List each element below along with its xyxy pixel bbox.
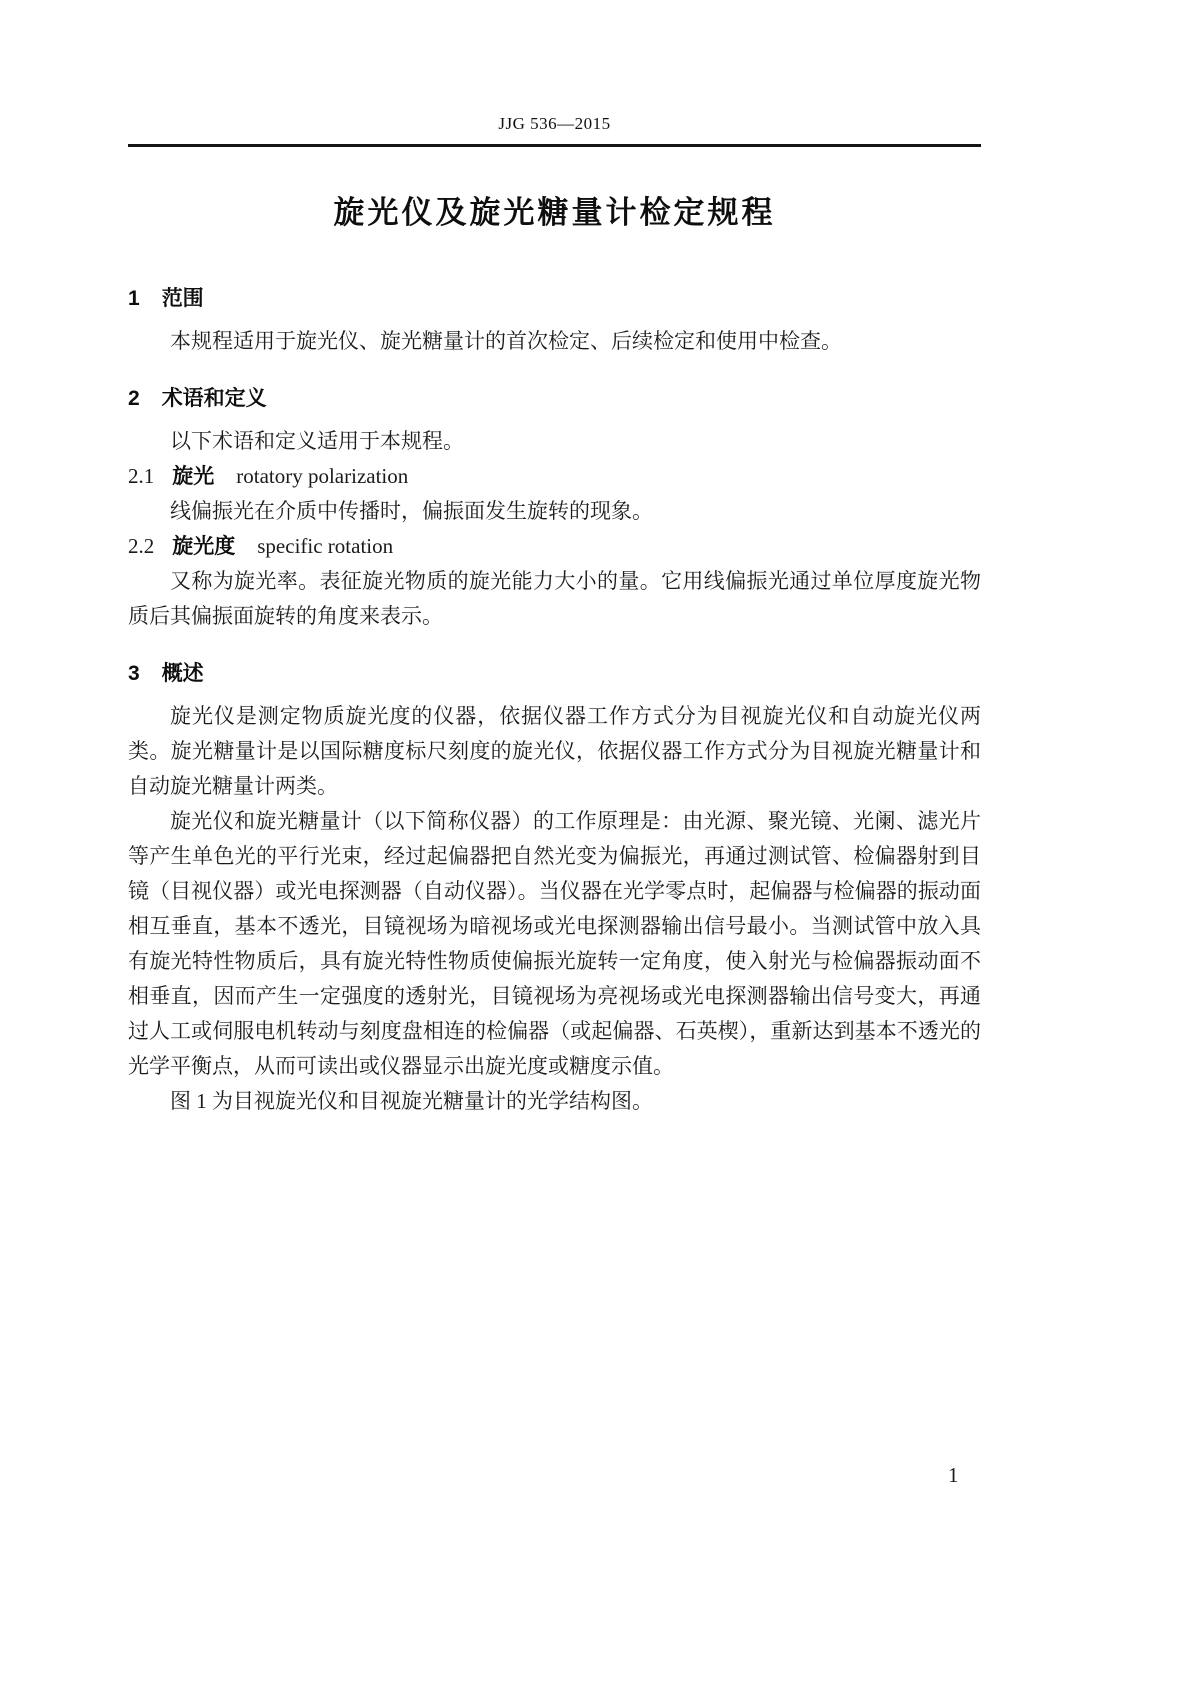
term-entry-2-2 <box>128 529 981 564</box>
section-3-heading <box>128 660 981 687</box>
section-scope <box>128 285 981 359</box>
section-3-title: 概述 <box>161 662 204 685</box>
overview-paragraph-3: 图 1 为目视旋光仪和目视旋光糖量计的光学结构图。 <box>170 1089 653 1113</box>
term-2-2-chinese: 旋光度 <box>172 535 236 558</box>
scope-paragraph: 本规程适用于旋光仪、旋光糖量计的首次检定、后续检定和使用中检查。 <box>170 329 842 353</box>
section-2-number: 2 <box>128 387 140 410</box>
section-overview <box>128 660 981 1119</box>
term-2-2-definition: 又称为旋光率。表征旋光物质的旋光能力大小的量。它用线偏振光通过单位厚度旋光物质后其偏振面旋转的角度来表示。 <box>128 569 981 628</box>
term-2-1-chinese: 旋光 <box>172 465 215 488</box>
page-number: 1 <box>948 1463 959 1487</box>
terms-intro-paragraph: 以下术语和定义适用于本规程。 <box>170 429 464 453</box>
section-1-title: 范围 <box>161 287 204 310</box>
section-3-number: 3 <box>128 662 140 685</box>
section-1-number: 1 <box>128 287 140 310</box>
header-rule <box>128 144 981 147</box>
section-2-heading <box>128 385 981 412</box>
term-2-1-number: 2.1 <box>128 464 155 488</box>
overview-paragraph-1: 旋光仪是测定物质旋光度的仪器，依据仪器工作方式分为目视旋光仪和自动旋光仪两类。旋光糖量计是以国际糖度标尺刻度的旋光仪，依据仪器工作方式分为目视旋光糖量计和自动旋光糖量计两类。 <box>128 704 981 798</box>
section-terms-definitions <box>128 385 981 634</box>
overview-paragraph-2: 旋光仪和旋光糖量计（以下简称仪器）的工作原理是：由光源、聚光镜、光阑、滤光片等产生单色光的平行光束，经过起偏器把自然光变为偏振光，再通过测试管、检偏器射到目镜（目视仪器）或光电探测器（自动仪器）。当仪器在光学零点时，起偏器与检偏器的振动面相互垂直，基本不透光，目镜视场为暗视场或光电探测器输出信号最小。当测试管中放入具有旋光特性物质后，具有旋光特性物质使偏振光旋转一定角度，使入射光与检偏器振动面不相垂直，因而产生一定强度的透射光，目镜视场为亮视场或光电探测器输出信号变大，再通过人工或伺服电机转动与刻度盘相连的检偏器（或起偏器、石英楔），重新达到基本不透光的光学平衡点，从而可读出或仪器显示出旋光度或糖度示值。 <box>128 809 981 1078</box>
term-2-2-english: specific rotation <box>257 534 394 558</box>
section-2-title: 术语和定义 <box>161 387 267 410</box>
section-1-heading <box>128 285 981 312</box>
term-2-2-number: 2.2 <box>128 534 155 558</box>
running-header <box>128 112 981 147</box>
document-title: 旋光仪及旋光糖量计检定规程 <box>333 195 776 230</box>
term-2-1-english: rotatory polarization <box>236 464 409 488</box>
term-2-1-definition: 线偏振光在介质中传播时，偏振面发生旋转的现象。 <box>170 499 653 523</box>
term-entry-2-1 <box>128 459 981 494</box>
standard-number: JJG 536—2015 <box>498 114 611 133</box>
